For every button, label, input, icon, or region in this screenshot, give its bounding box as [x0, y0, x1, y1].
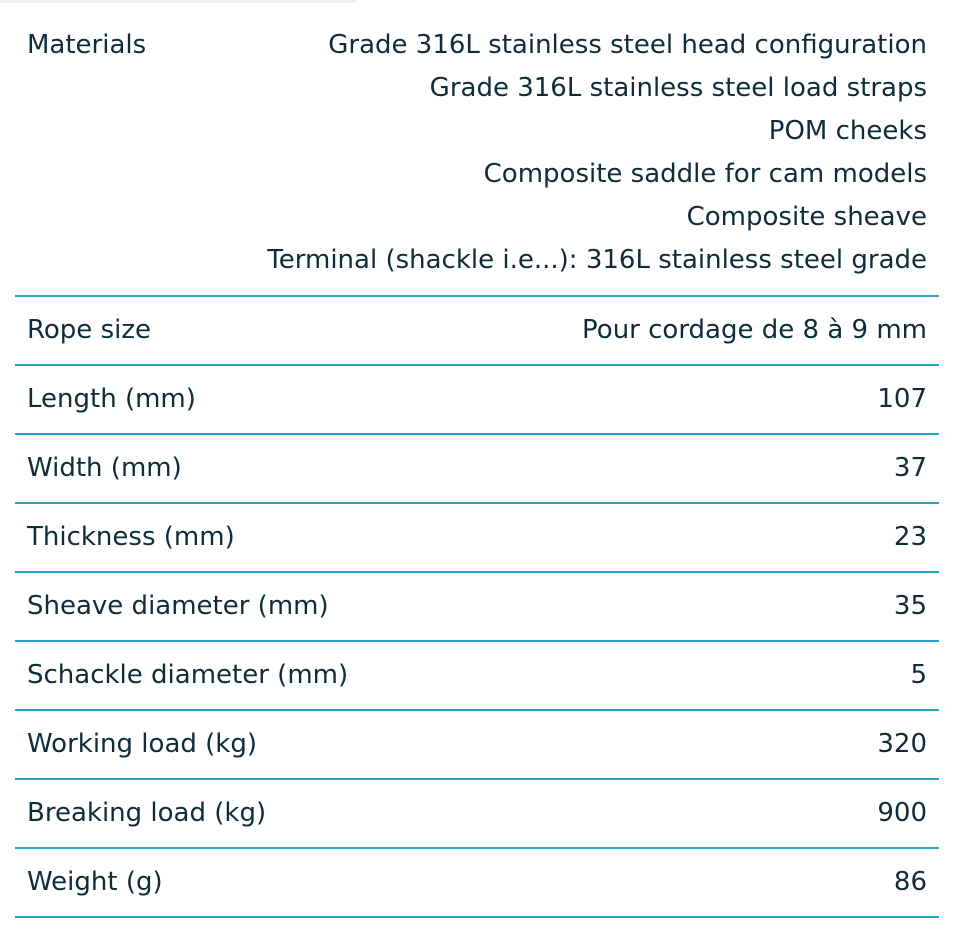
spec-label: Sheave diameter (mm): [27, 591, 329, 621]
spec-row-working-load: [15, 711, 939, 780]
material-item: Grade 316L stainless steel head configuration: [328, 30, 927, 60]
materials-list: [267, 24, 927, 282]
spec-value: 320: [877, 729, 927, 759]
material-item: Composite sheave: [686, 202, 927, 232]
spec-row-width: [15, 435, 939, 504]
spec-value: 35: [893, 591, 927, 621]
spec-row-rope-size: [15, 297, 939, 366]
spec-label: Schackle diameter (mm): [27, 660, 349, 690]
spec-value: 37: [893, 453, 927, 483]
spec-row-sheave-diameter: [15, 573, 939, 642]
spec-label: Weight (g): [27, 867, 163, 897]
spec-row-shackle-diameter: [15, 642, 939, 711]
material-item: Grade 316L stainless steel load straps: [429, 73, 927, 103]
spec-row-breaking-load: [15, 780, 939, 849]
spec-label: Breaking load (kg): [27, 798, 267, 828]
material-item: Composite saddle for cam models: [483, 159, 927, 189]
spec-value: 107: [877, 384, 927, 414]
material-item: Terminal (shackle i.e...): 316L stainless steel grade: [267, 245, 927, 275]
spec-label: Length (mm): [27, 384, 196, 414]
spec-value: Pour cordage de 8 à 9 mm: [582, 315, 927, 345]
spec-label: Width (mm): [27, 453, 182, 483]
spec-value: 5: [910, 660, 927, 690]
spec-row-thickness: [15, 504, 939, 573]
spec-row-materials: [15, 22, 939, 297]
spec-label-materials: Materials: [27, 30, 147, 60]
spec-label: Thickness (mm): [27, 522, 235, 552]
spec-value: 900: [877, 798, 927, 828]
spec-row-weight: [15, 849, 939, 918]
top-divider: [0, 0, 356, 3]
spec-label: Working load (kg): [27, 729, 257, 759]
spec-label: Rope size: [27, 315, 151, 345]
spec-table: [15, 22, 939, 918]
spec-value: 86: [893, 867, 927, 897]
spec-value: 23: [893, 522, 927, 552]
material-item: POM cheeks: [768, 116, 927, 146]
spec-row-length: [15, 366, 939, 435]
